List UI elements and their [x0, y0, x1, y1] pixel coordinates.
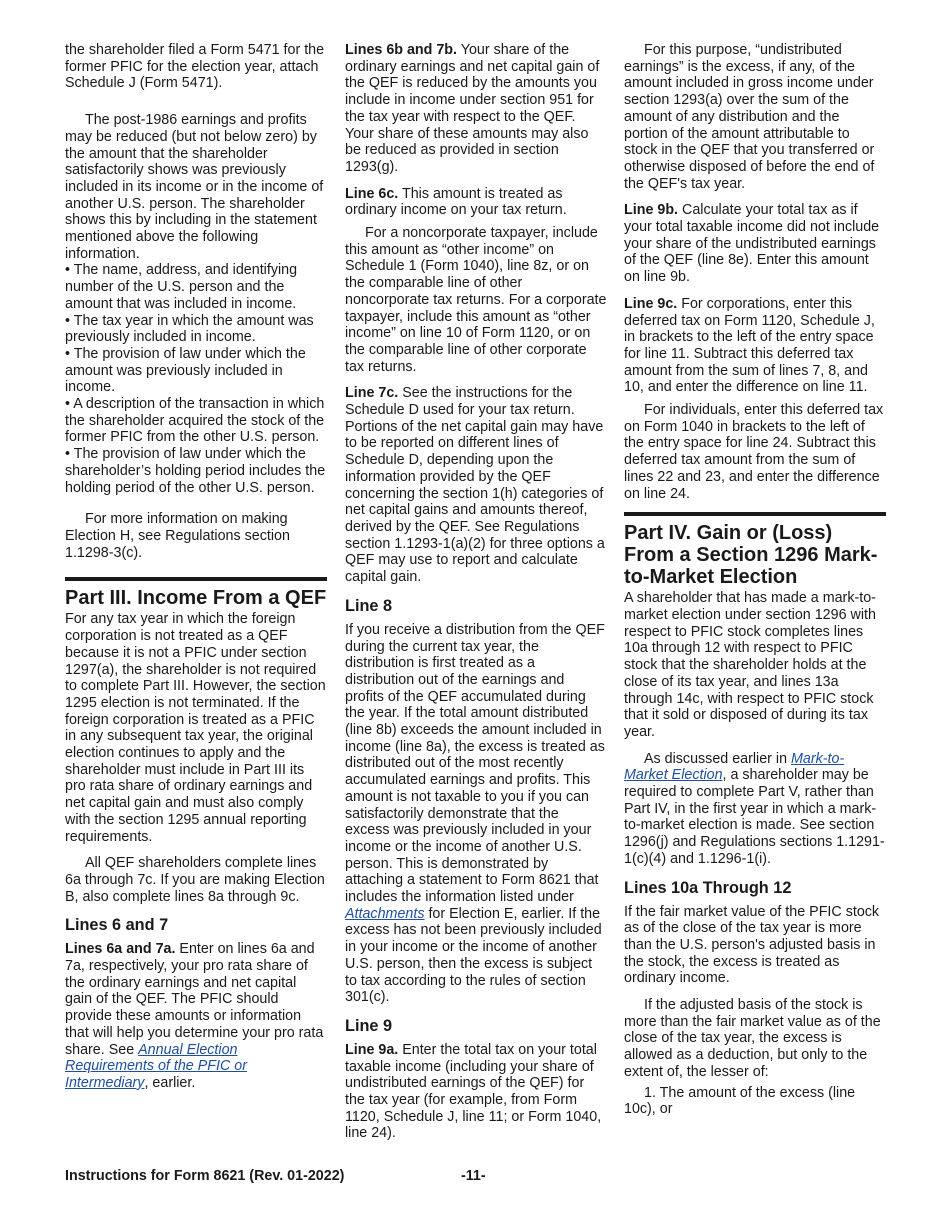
paragraph	[624, 296, 886, 396]
paragraph	[345, 1042, 607, 1142]
paragraph: If the adjusted basis of the stock is more than the fair market value as of the close of the tax year, the excess is allowed as a deduction, but only to the extent of, the lesser of:	[624, 997, 881, 1080]
attachments-link[interactable]: Attachments	[345, 905, 425, 922]
line-6c-lead: Line 6c.	[345, 185, 399, 202]
paragraph: For this purpose, “undistributed earnings” is the excess, if any, of the amount included in gross income under section 1293(a) over the sum of the amount of any distribution and the portion of the amount attributable to stock in the QEF that you transferred or otherwise disposed of before the end of the QEF's tax year.	[624, 42, 875, 192]
line-7c-lead: Line 7c.	[345, 385, 399, 402]
line-8-heading: Line 8	[345, 596, 393, 615]
bullet-item: • The provision of law under which the amount was previously included in income.	[65, 345, 306, 396]
line-9b-lead: Line 9b.	[624, 202, 679, 219]
paragraph	[345, 186, 607, 219]
column-middle	[345, 42, 607, 1152]
paragraph	[345, 385, 607, 585]
paragraph	[624, 202, 886, 286]
lines-6b-7b-lead: Lines 6b and 7b.	[345, 42, 458, 58]
paragraph: For a noncorporate taxpayer, include this amount as “other income” on Schedule 1 (Form 1040), line 8z, or on the comparable line of other noncorporate tax returns. For a corporate taxpayer, include this amount as “other income” on line 10 of Form 1120, or on the comparable line of other corporate tax returns.	[345, 225, 607, 375]
text-run: This amount is treated as ordinary income on your tax return.	[345, 185, 567, 219]
text-run: Enter the total tax on your total taxable income (including your share of undistributed earnings of the QEF) for the tax year (for example, from Form 1120, Schedule J, line 11; or Form 1040, line 24).	[345, 1041, 602, 1142]
paragraph: A shareholder that has made a mark-to-market election under section 1296 with respect to PFIC stock completes lines 10a through 12 with respect to PFIC stock that the shareholder holds at the close of its tax year, and lines 13a through 14c, with respect to PFIC stock that it sold or disposed of during its tax year.	[624, 590, 876, 740]
text-run: See the instructions for the Schedule D used for your tax return. Portions of the net capital gain may have to be reported on different lines of Schedule D, depending upon the information provided by the QEF concerning the section 1(h) categories of net capital gains and amounts thereof, derived by the QEF. See Regulations section 1.1293-1(a)(2) for three options a QEF may use to report and calculate capital gain.	[345, 385, 605, 586]
text-run: Calculate your total tax as if your total taxable income did not include your share of the undistributed earnings of the QEF (line 8e). Enter this amount on line 9b.	[624, 202, 880, 286]
line-9c-lead: Line 9c.	[624, 295, 678, 312]
text-run: If you receive a distribution from the QEF during the current tax year, the distribution is first treated as a distribution out of the earnings and profits of the QEF accumulated during the year. If the total amount distributed (line 8b) exceeds the amount included in income (line 8a), the excess is treated as distributed out of the most recently accumulated earnings and profits. This amount is not taxable to you if you can satisfactorily demonstrate that the excess was previously included in your income or the income of another U.S. person. This is demonstrated by attaching a statement to Form 8621 that includes the information listed under	[345, 621, 605, 906]
column-left	[65, 42, 327, 1102]
text-run: As discussed earlier in	[644, 750, 792, 767]
paragraph: For more information on making Election H, see Regulations section 1.1298-3(c).	[65, 511, 290, 561]
paragraph	[65, 941, 327, 1091]
footer-form-title: Instructions for Form 8621 (Rev. 01-2022)	[65, 1168, 345, 1184]
list-item: 1. The amount of the excess (line 10c), or	[624, 1084, 856, 1118]
text-run: Your share of the ordinary earnings and net capital gain of the QEF is reduced by the amounts you include in income under section 951 for the tax year with respect to the QEF. Your share of these amounts may also be reduced as provided in section 1293(g).	[345, 42, 600, 175]
paragraph: The post-1986 earnings and profits may be reduced (but not below zero) by the amount that the shareholder satisfactorily shows was previously included in its income or in the income of another U.S. person. The shareholder shows this by including in the statement mentioned above the following information.	[65, 112, 324, 262]
paragraph	[624, 751, 886, 868]
paragraph: All QEF shareholders complete lines 6a through 7c. If you are making Election B, also complete lines 8a through 9c.	[65, 855, 325, 905]
lines-10a-12-heading: Lines 10a Through 12	[624, 878, 792, 897]
line-9a-lead: Line 9a.	[345, 1041, 399, 1058]
bullet-item: • The provision of law under which the shareholder’s holding period includes the holding period of the other U.S. person.	[65, 446, 326, 496]
annual-election-requirements-link[interactable]: Annual Election Requirements of the PFIC or Intermediary	[65, 1041, 247, 1091]
page-number: -11-	[461, 1168, 486, 1184]
part4-header	[624, 512, 886, 588]
part4-title: Part IV. Gain or (Loss) From a Section 1296 Mark-to-Market Election	[624, 522, 878, 589]
lines-6a-7a-lead: Lines 6a and 7a.	[65, 941, 176, 958]
bullet-item: • The name, address, and identifying number of the U.S. person and the amount that was included in income.	[65, 262, 298, 312]
text-run: , earlier.	[144, 1074, 196, 1091]
column-right	[624, 42, 886, 1128]
part3-title: Part III. Income From a QEF	[65, 587, 327, 610]
bullet-item: • A description of the transaction in which the shareholder acquired the stock of the former PFIC from the other U.S. person.	[65, 396, 325, 446]
paragraph: For any tax year in which the foreign corporation is not treated as a QEF because it is not a PFIC under section 1297(a), the shareholder is not required to complete Part III. However, the section 1295 election is not terminated. If the foreign corporation is treated as a PFIC in any subsequent tax year, the original election continues to apply and the shareholder must include in Part III its pro rata share of ordinary earnings and net capital gain and must also comply with the section 1295 annual reporting requirements.	[65, 611, 326, 845]
bullet-item: • The tax year in which the amount was previously included in income.	[65, 312, 314, 346]
mark-to-market-election-link[interactable]: Mark-to-Market Election	[624, 750, 845, 784]
paragraph	[345, 42, 607, 176]
line-9-heading: Line 9	[345, 1016, 393, 1035]
paragraph: If the fair market value of the PFIC stock as of the close of the tax year is more than the U.S. person's adjusted basis in the stock, the excess is treated as ordinary income.	[624, 903, 880, 987]
paragraph	[345, 622, 607, 1006]
part3-header	[65, 577, 327, 609]
text-run: for Election E, earlier. If the excess has not been previously included in your income or the income of another U.S. person, then the excess is subject to tax according to the rules of section 301(c).	[345, 905, 602, 1006]
paragraph: the shareholder filed a Form 5471 for the former PFIC for the election year, attach Schedule J (Form 5471).	[65, 42, 325, 92]
text-run: Enter on lines 6a and 7a, respectively, your pro rata share of the ordinary earnings and net capital gain of the QEF. The PFIC should provide these amounts or information that will help you determine your pro rata share. See	[65, 941, 324, 1058]
text-run: For corporations, enter this deferred tax on Form 1120, Schedule J, in brackets to the left of the entry space for line 11. Subtract this deferred tax amount from the sum of lines 7, 8, and 10, and enter the difference on line 11.	[624, 295, 875, 396]
lines-6-7-heading: Lines 6 and 7	[65, 916, 169, 935]
paragraph: For individuals, enter this deferred tax on Form 1040 in brackets to the left of the entry space for line 24. Subtract this deferred tax amount from the sum of lines 22 and 23, and enter the difference on line 24.	[624, 402, 884, 502]
text-run: , a shareholder may be required to complete Part V, rather than Part IV, in the first year in which a mark-to-market election is made. See section 1296(j) and Regulations sections 1.1291-1(c)(4) and 1.1296-1(i).	[624, 767, 885, 867]
